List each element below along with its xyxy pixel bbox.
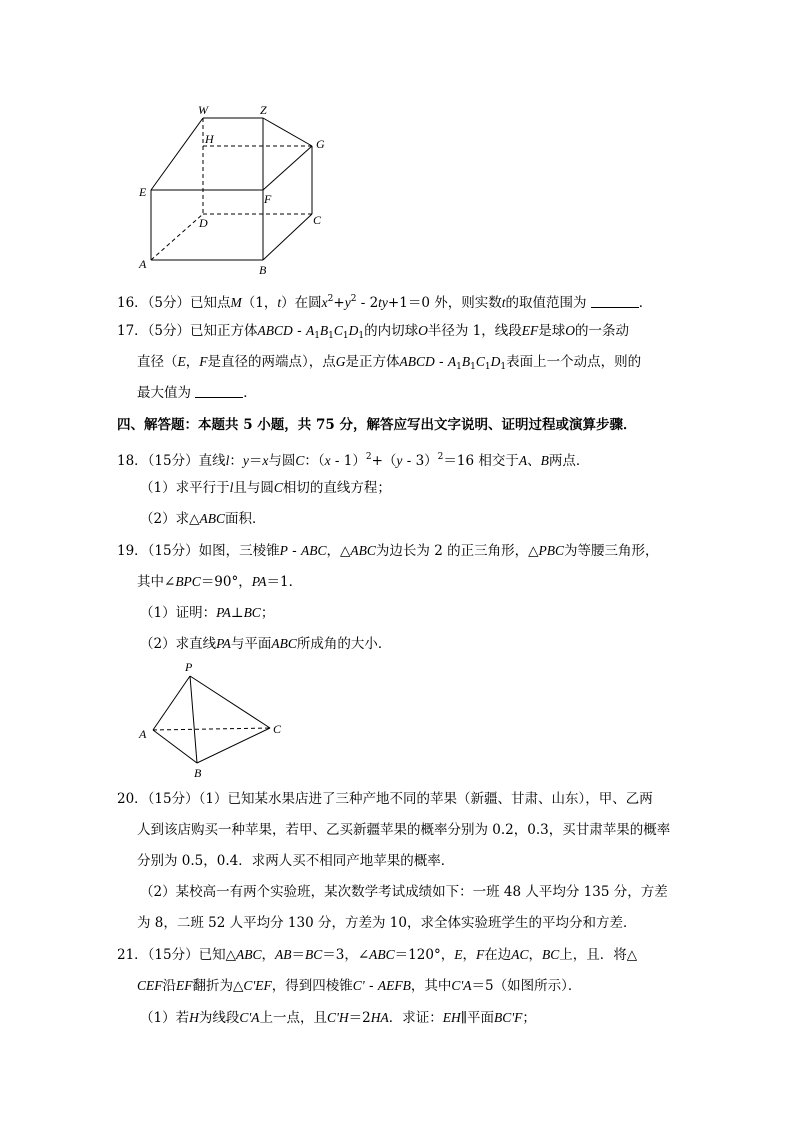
question-18-part2: （2）求△ABC面积． xyxy=(140,511,266,527)
question-18: 18．（15分）直线l：y＝x与圆C：（x - 1）$^2$+（y - 3）$^2$＝16 相交于A、B两点． xyxy=(117,452,590,469)
question-20-line3: 分别为 0.5，0.4．求两人买不相同产地苹果的概率． xyxy=(137,853,455,869)
label-A: A xyxy=(139,257,147,271)
label-A2: A xyxy=(139,727,147,741)
pyramid-figure xyxy=(133,658,293,780)
label-P: P xyxy=(185,660,193,674)
question-19-line2: 其中∠BPC＝90°，PA＝1． xyxy=(137,574,303,590)
question-21-line2: CEF沿EF翻折为△C'EF，得到四棱锥C' - AEFB，其中C'A＝5（如图所示）． xyxy=(137,978,582,994)
question-19-part2: （2）求直线PA与平面ABC所成角的大小． xyxy=(140,636,392,652)
question-16: 16．（5分）已知点M（1，t）在圆$x^2+y^2 - 2ty+1=0$ 外，则实数t的取值范围为 ． xyxy=(117,294,653,311)
answer-blank-17[interactable] xyxy=(195,385,243,398)
question-20-line4: （2）某校高一有两个实验班，某次数学考试成绩如下：一班 48 人平均分 135 分，方差 xyxy=(140,884,668,900)
question-20-line5: 为 8，二班 52 人平均分 130 分，方差为 10，求全体实验班学生的平均分和方差． xyxy=(137,915,637,931)
section-header: 四、解答题：本题共 5 小题，共 75 分，解答应写出文字说明、证明过程或演算步骤． xyxy=(117,417,637,433)
question-17-line1: 17．（5分）已知正方体ABCD - $A_1B_1C_1D_1$的内切球O半径为 1，线段EF是球O的一条动 xyxy=(117,323,630,341)
label-G: G xyxy=(316,137,325,151)
question-19-line1: 19．（15分）如图，三棱锥P - ABC，△ABC为边长为 2 的正三角形，△PBC为等腰三角形， xyxy=(117,543,659,559)
question-19-part1: （1）证明：PA⊥BC； xyxy=(140,605,275,621)
question-20-line1: 20．（15分）（1）已知某水果店进了三种产地不同的苹果（新疆、甘肃、山东），甲、乙两 xyxy=(117,791,653,807)
question-17-line2: 直径（E，F是直径的两端点），点G是正方体ABCD - $A_1B_1C_1D_1$表面上一个动点，则的 xyxy=(137,354,642,372)
label-E: E xyxy=(139,185,147,199)
question-21-part1: （1）若H为线段C'A上一点，且C'H＝2HA．求证：EH∥平面BC'F； xyxy=(140,1010,536,1026)
label-B2: B xyxy=(194,766,202,780)
label-D: D xyxy=(199,216,208,230)
label-F: F xyxy=(264,192,272,206)
label-C: C xyxy=(313,213,322,227)
label-B: B xyxy=(259,263,267,277)
question-17-line3: 最大值为 ． xyxy=(137,385,257,401)
prism-diagram xyxy=(130,98,340,280)
question-20-line2: 人到该店购买一种苹果，若甲、乙买新疆苹果的概率分别为 0.2，0.3，买甘肃苹果的概率 xyxy=(137,822,671,838)
label-W: W xyxy=(198,103,208,117)
question-21-line1: 21．（15分）已知△ABC，AB＝BC＝3，∠ABC＝120°，E，F在边AC，BC上，且．将△ xyxy=(117,947,638,963)
pyramid-diagram xyxy=(133,658,293,780)
label-C2: C xyxy=(273,722,282,736)
label-Z: Z xyxy=(260,103,267,117)
label-H: H xyxy=(205,132,214,146)
answer-blank-16[interactable] xyxy=(591,295,639,308)
question-18-part1: （1）求平行于l且与圆C相切的直线方程； xyxy=(140,480,391,496)
prism-figure xyxy=(130,98,340,280)
